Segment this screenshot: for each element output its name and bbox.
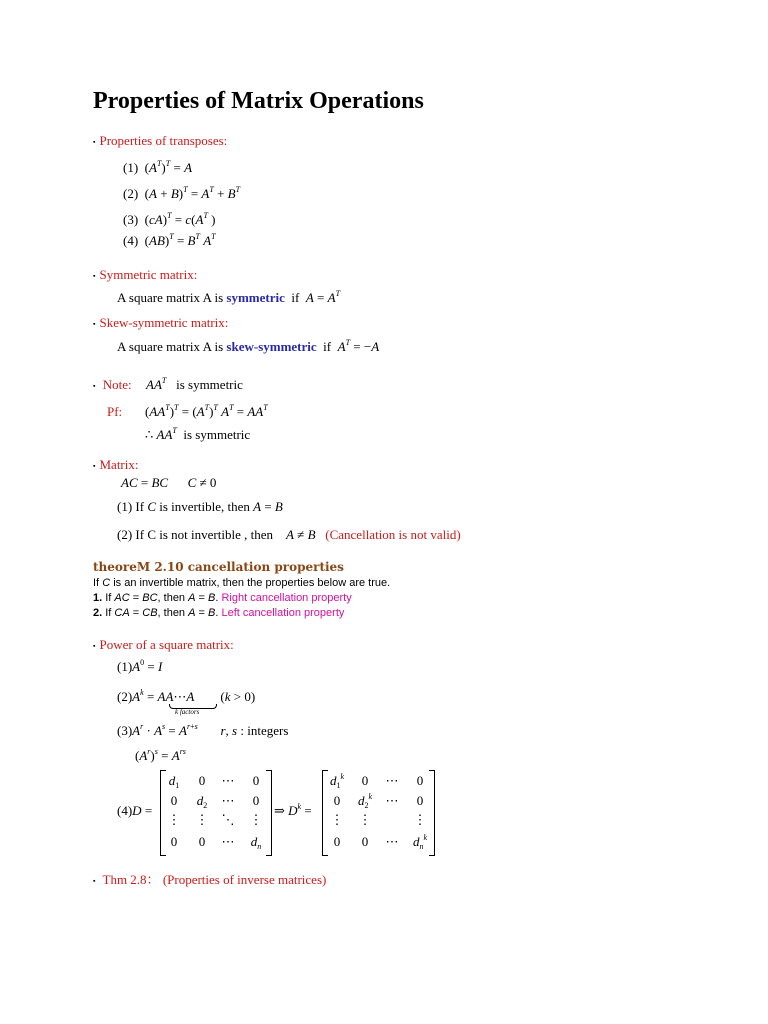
- proof-conclusion: ∴ $AA^T$ is symmetric: [145, 426, 251, 442]
- matrix-case-1: (1) If C is invertible, then A = B: [117, 499, 283, 514]
- symmetric-heading: ▪ Symmetric matrix:: [93, 267, 197, 283]
- power-prop-2: $(2)A^k$ = AA⋯A (k > 0): [117, 688, 256, 704]
- matrix-case-2: (2) If C is not invertible , then A ≠ B (Cancellation is not valid): [117, 527, 461, 542]
- pf-label: Pf:: [107, 404, 123, 419]
- note-claim: $AA^T$ is symmetric: [146, 376, 243, 392]
- note-heading: ▪ Note:: [93, 377, 132, 393]
- theorem-item-1: 1. If AC = BC, then A = B. Right cancellation property: [93, 592, 352, 604]
- power-prop-3: $(3)A^r \cdot A^s = A^{r+s}$ r, s : integers: [117, 722, 289, 738]
- power-prop-3b: $(A^r)^s = A^{rs}$: [135, 747, 186, 763]
- thm28-heading: ▪ Thm 2.8： (Properties of inverse matrices): [93, 869, 326, 888]
- transpose-prop-3: (3) $(cA)^T = c(A^T$ ): [123, 211, 216, 227]
- proof-equation: $(AA^T)^T = (A^T)^T$ $A^T = AA^T$: [145, 403, 268, 419]
- skew-heading: ▪ Skew-symmetric matrix:: [93, 315, 228, 331]
- transposes-heading: ▪ Properties of transposes:: [93, 133, 227, 149]
- implies-dk: ⇒ $D^k$ =: [274, 802, 312, 818]
- theorem-title: theoreM 2.10 cancellation properties: [93, 560, 344, 574]
- symmetric-definition: A square matrix A is symmetric if $A = A^T$: [117, 289, 341, 305]
- skew-definition: A square matrix A is skew-symmetric if $A^T = -A$: [117, 338, 380, 354]
- matrix-equation: AC = BC C ≠ 0: [121, 475, 217, 490]
- matrix-heading: ▪ Matrix:: [93, 457, 138, 473]
- theorem-intro: If C is an invertible matrix, then the properties below are true.: [93, 577, 391, 589]
- power-prop-1: $(1)A^0 = I$: [117, 658, 163, 674]
- power-prop-4-label: (4)D =: [117, 803, 153, 818]
- transpose-prop-4: (4) $(AB)^T = B^T$ $A^T$: [123, 232, 216, 248]
- power-heading: ▪ Power of a square matrix:: [93, 637, 234, 653]
- k-factors-label: k factors: [175, 708, 200, 716]
- theorem-item-2: 2. If CA = CB, then A = B. Left cancellation property: [93, 607, 345, 619]
- transpose-prop-2: (2) $(A + B)^T = A^T + B^T$: [123, 185, 241, 201]
- page-title: Properties of Matrix Operations: [93, 88, 424, 114]
- transpose-prop-1: (1) $(A^T)^T = A$: [123, 159, 193, 175]
